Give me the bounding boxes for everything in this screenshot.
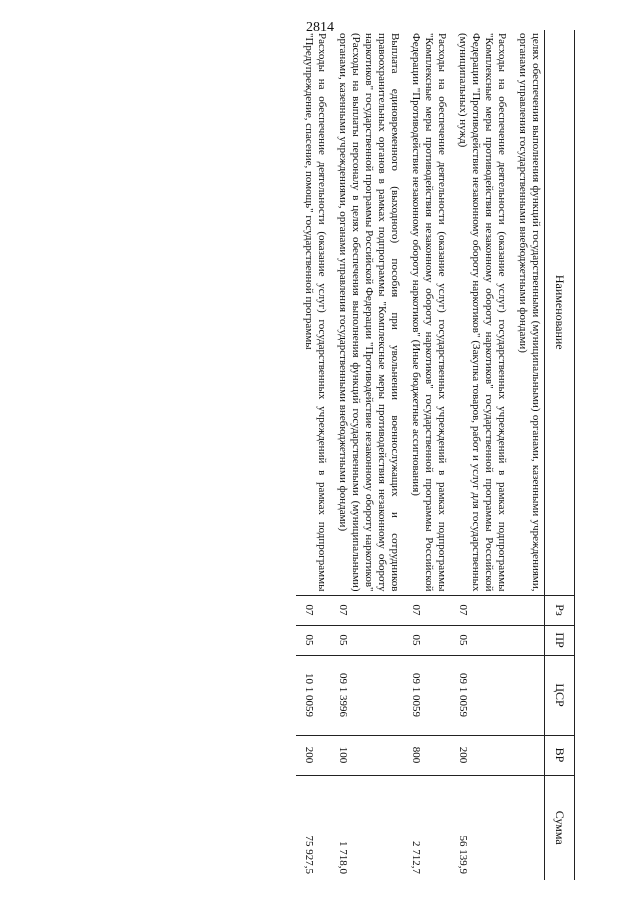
row-rz: [510, 595, 545, 625]
row-rz: 07: [450, 595, 510, 625]
row-vr: [510, 735, 545, 775]
header-rz: Рз: [545, 595, 575, 625]
row-vr: 100: [330, 735, 403, 775]
rotated-page-content: [85, 30, 575, 880]
row-vr: 800: [403, 735, 450, 775]
row-name: Выплата единовременного (выходного) пособия при увольнении военнослужащих и сотрудников правоохранительных органов в рамках подпрограммы "Комплексные меры противодействия незаконному обороту наркотиков" государственной программы Российской Федерации "Противодействие незаконному обороту наркотиков" (Расходы на выплаты персоналу в целях обеспечения выполнения функций государственными (муниципальными) органами, казенными учреждениями, органами управления государственными внебюджетными фондами): [337, 33, 401, 592]
budget-table: [296, 30, 575, 880]
row-vr: 200: [450, 735, 510, 775]
row-csr: [510, 655, 545, 735]
header-sum: Сумма: [545, 775, 575, 880]
table-row: [450, 30, 510, 880]
table-header-row: [545, 30, 575, 880]
row-pr: 05: [330, 625, 403, 655]
row-vr: 200: [296, 735, 330, 775]
row-rz: 07: [330, 595, 403, 625]
row-sum: [510, 775, 545, 880]
row-rz: 07: [296, 595, 330, 625]
header-csr: ЦСР: [545, 655, 575, 735]
row-name: Расходы на обеспечение деятельности (оказание услуг) государственных учреждений в рамках подпрограммы "Комплексные меры противодействия незаконному обороту наркотиков" государственной программы Российской Федерации "Противодействие незаконному обороту наркотиков" (Иные бюджетные ассигнования): [410, 33, 448, 592]
row-pr: 05: [450, 625, 510, 655]
row-name: целях обеспечения выполнения функций государственными (муниципальными) органами, казенными учреждениями, органами управления государственными внебюджетными фондами): [517, 33, 542, 592]
row-csr: 10 1 0059: [296, 655, 330, 735]
row-csr: 09 1 3996: [330, 655, 403, 735]
row-pr: 05: [403, 625, 450, 655]
row-sum: 2 712,7: [403, 775, 450, 880]
row-pr: [510, 625, 545, 655]
row-sum: 1 718,0: [330, 775, 403, 880]
table-row: [296, 30, 330, 880]
header-vr: ВР: [545, 735, 575, 775]
row-pr: 05: [296, 625, 330, 655]
page-number: 2814: [306, 20, 334, 35]
header-name: Наименование: [545, 30, 575, 595]
row-rz: 07: [403, 595, 450, 625]
row-csr: 09 1 0059: [403, 655, 450, 735]
row-name: Расходы на обеспечение деятельности (оказание услуг) государственных учреждений в рамках подпрограммы "Предупреждение, спасение, помощь" государственной программы: [303, 33, 328, 592]
row-name: Расходы на обеспечение деятельности (оказание услуг) государственных учреждений в рамках подпрограммы "Комплексные меры противодействия незаконному обороту наркотиков" государственной программы Российской Федерации "Противодействие незаконному обороту наркотиков" (Закупка товаров, работ и услуг для государственных (муниципальных) нужд): [457, 33, 508, 592]
row-csr: 09 1 0059: [450, 655, 510, 735]
table-row: [330, 30, 403, 880]
table-row: [510, 30, 545, 880]
row-sum: 75 927,5: [296, 775, 330, 880]
row-sum: 56 139,9: [450, 775, 510, 880]
table-row: [403, 30, 450, 880]
header-pr: ПР: [545, 625, 575, 655]
